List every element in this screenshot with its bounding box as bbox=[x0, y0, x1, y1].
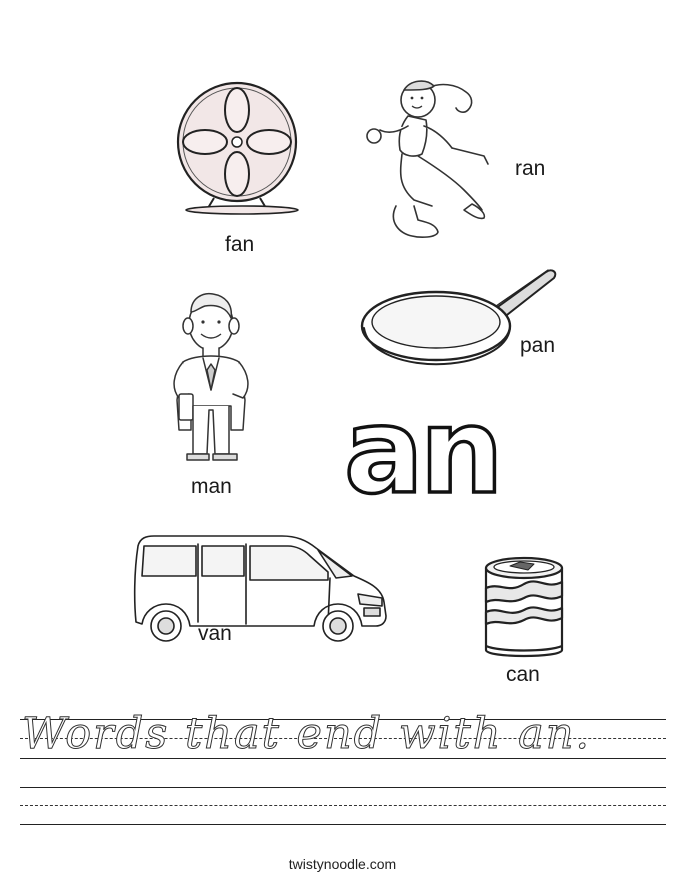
writing-base-line-2 bbox=[20, 824, 666, 825]
word-pan: pan bbox=[520, 334, 556, 357]
word-van: van bbox=[198, 622, 232, 645]
word-ran: ran bbox=[515, 157, 546, 180]
trace-sentence: Words that end with an. bbox=[22, 709, 592, 759]
word-can: can bbox=[506, 663, 540, 686]
writing-top-line-2 bbox=[20, 787, 666, 788]
running-girl-icon bbox=[360, 74, 500, 244]
footer-site: twistynoodle.com bbox=[288, 856, 397, 872]
an-text: an bbox=[344, 382, 500, 520]
word-man: man bbox=[191, 475, 232, 498]
fan-icon bbox=[172, 80, 312, 220]
soda-can-icon bbox=[480, 554, 570, 664]
man-icon bbox=[155, 290, 265, 470]
writing-mid-line-2 bbox=[20, 805, 666, 806]
van-icon bbox=[132, 532, 392, 645]
word-fan: fan bbox=[225, 233, 255, 256]
an-bubble-letters bbox=[340, 382, 540, 520]
